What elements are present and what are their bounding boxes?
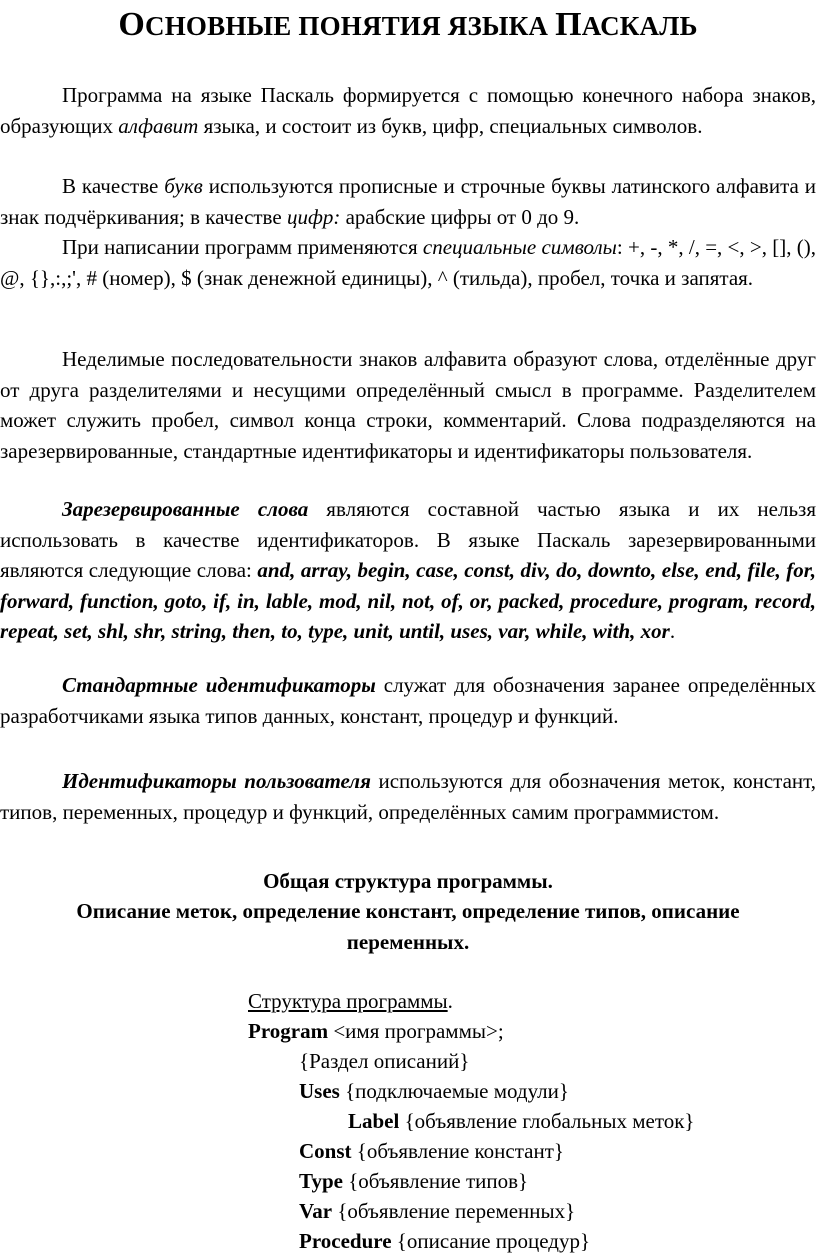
code-text: {объявление констант} — [351, 1139, 564, 1163]
code-line-program — [248, 1016, 504, 1046]
code-text: {объявление переменных} — [332, 1199, 576, 1223]
code-line-var — [299, 1196, 575, 1226]
structure-caption — [248, 986, 453, 1016]
page-title — [0, 6, 816, 44]
paragraph-user-identifiers — [0, 766, 816, 827]
term-standard-identifiers: Стандартные идентификаторы — [62, 673, 376, 697]
term-letters: букв — [164, 174, 203, 198]
code-text: {объявление глобальных меток} — [399, 1109, 695, 1133]
text: используются прописные и строчные буквы латинского алфавита и знак подчёркивания; в качестве — [0, 174, 816, 229]
text: . — [669, 619, 676, 643]
code-text: {Раздел описаний} — [299, 1049, 470, 1073]
reserved-words-list: and, array, begin, case, const, div, do, downto, else, end, file, for, forward, function, goto, if, in, lable, mod, nil, not, of, or, packed, procedure, program, record, repeat, set, shl, shr, string, then, to, type, unit, until, uses, var, while, with, xor — [0, 558, 816, 643]
code-text: {объявление типов} — [342, 1169, 529, 1193]
code-line-declarations — [299, 1046, 469, 1076]
term-alphabet: алфавит — [118, 113, 199, 138]
text: При написании программ применяются — [62, 235, 423, 259]
text: арабские цифры от 0 до 9. — [340, 204, 580, 229]
code-text: <имя программы>; — [328, 1019, 504, 1043]
keyword-var: Var — [299, 1199, 333, 1223]
title-initial-1: О — [118, 6, 146, 43]
code-text: {подключаемые модули} — [339, 1079, 569, 1103]
text: В качестве — [62, 174, 165, 198]
text: языка, и состоит из букв, цифр, специальных символов. — [198, 113, 703, 138]
code-line-type — [299, 1166, 528, 1196]
paragraph-special-symbols — [0, 232, 816, 293]
keyword-label: Label — [348, 1109, 400, 1133]
text: Неделимые последовательности знаков алфавита образуют слова, отделённые друг от друга разделителями и несущими определённый смысл в программе. Разделителем может служить пробел, символ конца строки, комментарий. Слова подразделяются на зарезервированные, стандартные идентификаторы и идентификаторы пользователя. — [0, 347, 816, 463]
caption-dot: . — [447, 989, 453, 1013]
keyword-type: Type — [299, 1169, 343, 1193]
text: являются составной частью языка и их нельзя использовать в качестве идентификаторов. В языке Паскаль зарезервированными являются следующие слова: — [0, 497, 816, 582]
paragraph-reserved-words — [0, 494, 816, 647]
keyword-const: Const — [299, 1139, 352, 1163]
term-special-symbols: специальные символы — [422, 235, 617, 259]
keyword-program: Program — [248, 1019, 329, 1043]
code-text: {описание процедур} — [391, 1229, 591, 1253]
code-line-label — [348, 1106, 695, 1136]
paragraph-standard-identifiers — [0, 670, 816, 731]
term-digits: цифр: — [286, 204, 341, 229]
caption-text: Структура программы — [248, 989, 448, 1013]
term-reserved-words: Зарезервированные слова — [62, 497, 309, 521]
term-user-identifiers: Идентификаторы пользователя — [62, 769, 371, 793]
code-line-procedure — [299, 1226, 590, 1256]
paragraph-words — [0, 344, 816, 466]
title-part-1: СНОВНЫЕ ПОНЯТИЯ ЯЗЫКА — [145, 11, 556, 41]
section-heading: Общая структура программы. — [263, 869, 553, 893]
paragraph-letters-digits — [0, 171, 816, 232]
title-initial-2: П — [555, 6, 582, 43]
text: служат для обозначения заранее определённых разработчиками языка типов данных, констант, процедур и функций. — [0, 673, 816, 728]
text: Программа на языке Паскаль формируется с помощью конечного набора знаков, образующих — [0, 83, 816, 138]
text: используются для обозначения меток, констант, типов, переменных, процедур и функций, определённых самим программистом. — [0, 769, 816, 824]
paragraph-program-intro — [0, 80, 816, 141]
text: : +, -, *, /, =, <, >, [], (), @, {},:,;', # (номер), $ (знак денежной единицы), ^ (тильда), пробел, точка и запятая. — [0, 235, 816, 290]
code-line-uses — [299, 1076, 569, 1106]
keyword-uses: Uses — [299, 1079, 340, 1103]
code-line-const — [299, 1136, 564, 1166]
title-part-2: АСКАЛЬ — [581, 11, 698, 41]
keyword-procedure: Procedure — [299, 1229, 392, 1253]
section-subheading: Описание меток, определение констант, определение типов, описание переменных. — [76, 899, 740, 954]
